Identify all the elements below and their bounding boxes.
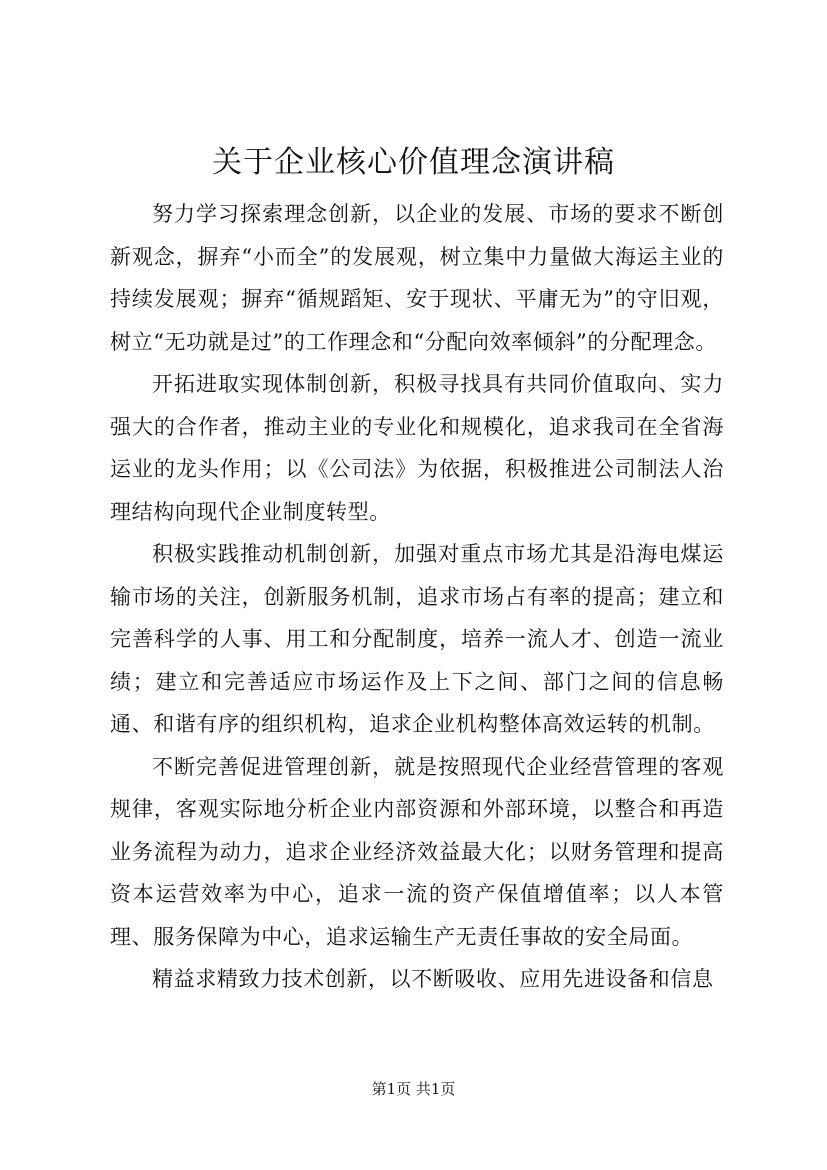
document-body bbox=[110, 193, 724, 1001]
paragraph-concept-innovation: 努力学习探索理念创新，以企业的发展、市场的要求不断创新观念，摒弃“小而全”的发展观，树立集中力量做大海运主业的持续发展观；摒弃“循规蹈矩、安于现状、平庸无为”的守旧观，树立“无功就是过”的工作理念和“分配向效率倾斜”的分配理念。 bbox=[110, 202, 724, 354]
paragraph-mechanism-innovation: 积极实践推动机制创新，加强对重点市场尤其是沿海电煤运输市场的关注，创新服务机制，追求市场占有率的提高；建立和完善科学的人事、用工和分配制度，培养一流人才、创造一流业绩；建立和完善适应市场运作及上下之间、部门之间的信息畅通、和谐有序的组织机构，追求企业机构整体高效运转的机制。 bbox=[110, 542, 724, 736]
paragraph-technology-innovation: 精益求精致力技术创新，以不断吸收、应用先进设备和信息 bbox=[152, 967, 714, 991]
paragraph-system-innovation: 开拓进取实现体制创新，积极寻找具有共同价值取向、实力强大的合作者，推动主业的专业化和规模化，追求我司在全省海运业的龙头作用；以《公司法》为依据，积极推进公司制法人治理结构向现代企业制度转型。 bbox=[110, 372, 724, 524]
page-number-footer: 第1页 共1页 bbox=[371, 1080, 456, 1098]
paragraph-management-innovation: 不断完善促进管理创新，就是按照现代企业经营管理的客观规律，客观实际地分析企业内部资源和外部环境，以整合和再造业务流程为动力，追求企业经济效益最大化；以财务管理和提高资本运营效率为中心，追求一流的资产保值增值率；以人本管理、服务保障为中心，追求运输生产无责任事故的安全局面。 bbox=[110, 754, 724, 949]
document-title: 关于企业核心价值理念演讲稿 bbox=[212, 145, 615, 180]
